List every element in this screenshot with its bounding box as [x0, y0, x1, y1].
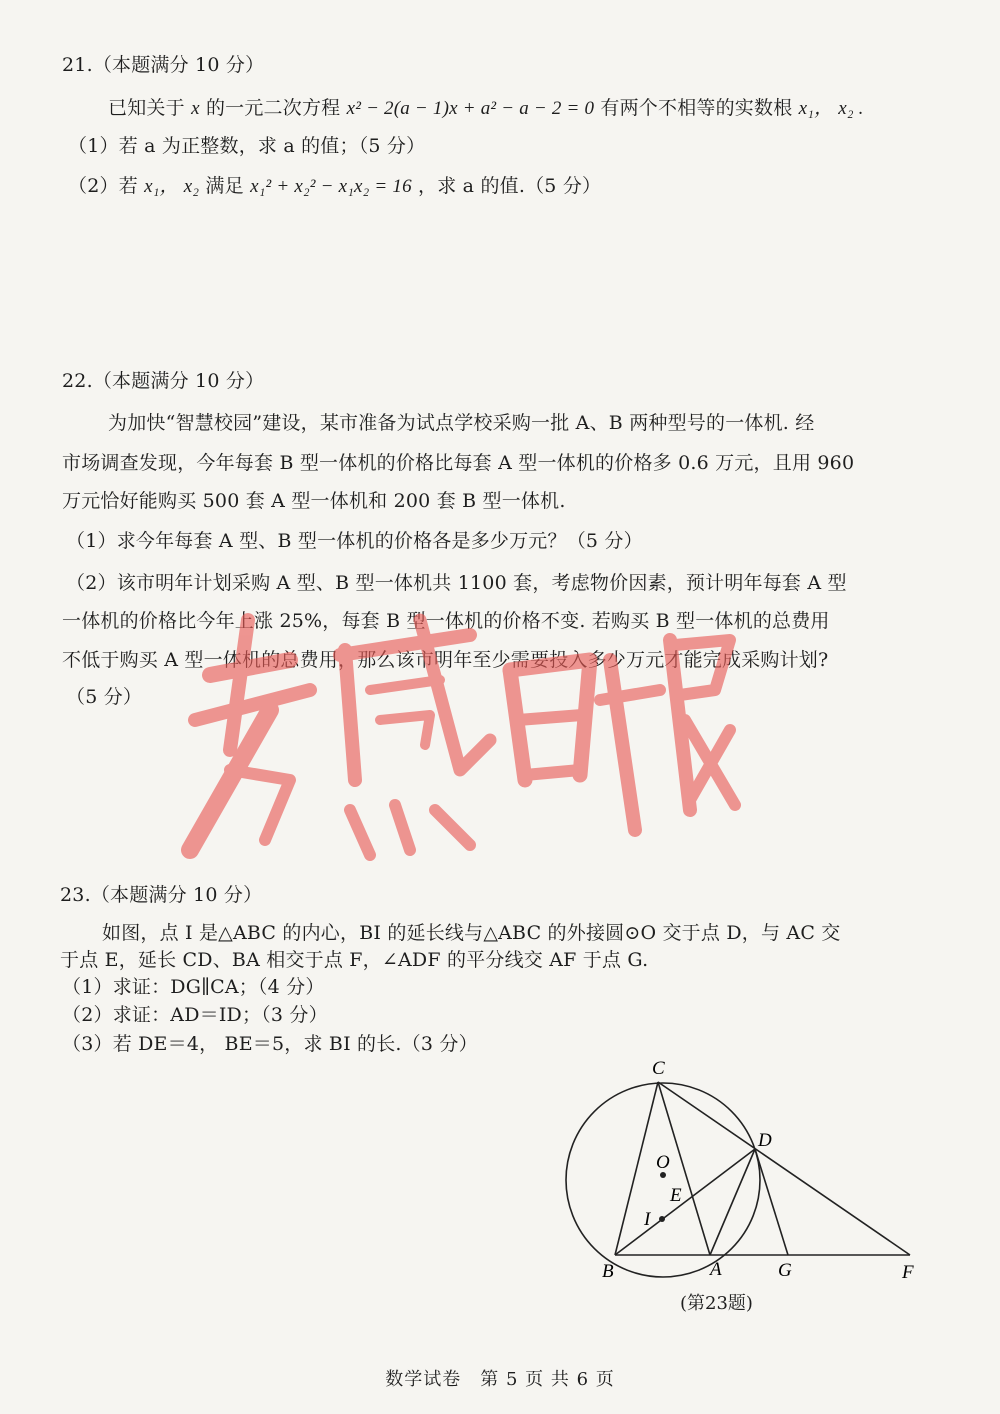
- q23-part2: （2）求证：AD＝ID；（3 分）: [62, 1004, 328, 1026]
- q21-stem-mid: 的一元二次方程: [205, 97, 341, 119]
- q21-part2-equation: x₁² + x₂² − x₁x₂ = 16: [250, 176, 412, 197]
- q21-part2-mid: 满足: [205, 175, 244, 197]
- q21-part2: [68, 173, 601, 200]
- page-footer: 数学试卷 第 5 页 共 6 页: [385, 1369, 615, 1390]
- q22-heading: 22.（本题满分 10 分）: [62, 370, 265, 392]
- label-f: F: [902, 1262, 914, 1283]
- q21-heading: 21.（本题满分 10 分）: [62, 54, 265, 76]
- q23-line-2: 于点 E，延长 CD、BA 相交于点 F，∠ADF 的平分线交 AF 于点 G.: [60, 949, 649, 971]
- q21-part1: （1）若 a 为正整数，求 a 的值；（5 分）: [68, 135, 426, 157]
- q21-part2-roots: x₁， x₂: [144, 176, 200, 197]
- q23-heading: 23.（本题满分 10 分）: [60, 884, 263, 906]
- figure-caption: (第23题): [680, 1293, 753, 1314]
- segment-cf: [658, 1082, 910, 1255]
- label-e: E: [670, 1185, 682, 1206]
- label-b: B: [602, 1261, 614, 1282]
- q22-line-1: 为加快“智慧校园”建设，某市准备为试点学校采购一批 A、B 两种型号的一体机. 经: [108, 412, 815, 434]
- q21-equation: x² − 2(a − 1)x + a² − a − 2 = 0: [346, 98, 595, 119]
- q23-part3: （3）若 DE＝4， BE＝5，求 BI 的长.（3 分）: [62, 1033, 478, 1055]
- q22-part2-line-1: （2）该市明年计划采购 A 型、B 型一体机共 1100 套，考虑物价因素，预计明年每套 A 型: [66, 572, 847, 594]
- q22-line-2: 市场调查发现，今年每套 B 型一体机的价格比每套 A 型一体机的价格多 0.6 万元，且用 960: [62, 452, 855, 474]
- label-g: G: [778, 1260, 792, 1281]
- segment-bd: [615, 1149, 755, 1255]
- q22-part2-line-3: 不低于购买 A 型一体机的总费用，那么该市明年至少需要投入多少万元才能完成采购计划?: [62, 649, 829, 671]
- label-i: I: [644, 1209, 651, 1230]
- q21-roots: x₁， x₂ .: [798, 98, 864, 119]
- q21-part2-post: ，求 a 的值.（5 分）: [418, 175, 602, 197]
- q22-part2-score: （5 分）: [66, 686, 143, 708]
- q23-part1: （1）求证：DG∥CA；（4 分）: [62, 976, 325, 998]
- segment-cb: [615, 1082, 658, 1255]
- q21-part2-pre: （2）若: [68, 175, 138, 197]
- label-a: A: [710, 1259, 722, 1280]
- label-o: O: [656, 1152, 670, 1173]
- q22-part2-line-2: 一体机的价格比今年上涨 25%，每套 B 型一体机的价格不变. 若购买 B 型一体机的总费用: [62, 610, 830, 632]
- q21-stem-var: x: [191, 98, 200, 119]
- circumcircle-o: [566, 1083, 760, 1277]
- label-c: C: [652, 1058, 665, 1079]
- incenter-point-i: [659, 1216, 665, 1222]
- q23-line-1: 如图，点 I 是△ABC 的内心，BI 的延长线与△ABC 的外接圆⊙O 交于点 D，与 AC 交: [102, 922, 841, 944]
- segment-dg: [755, 1149, 788, 1255]
- segment-ad: [710, 1149, 755, 1255]
- q21-stem-pre: 已知关于: [108, 97, 185, 119]
- q22-line-3: 万元恰好能购买 500 套 A 型一体机和 200 套 B 型一体机.: [62, 490, 566, 512]
- q21-stem: [108, 95, 864, 122]
- q22-part1: （1）求今年每套 A 型、B 型一体机的价格各是多少万元？（5 分）: [66, 530, 643, 552]
- geometry-figure: [560, 1050, 940, 1320]
- label-d: D: [758, 1130, 772, 1151]
- q21-stem-post: 有两个不相等的实数根: [600, 97, 793, 119]
